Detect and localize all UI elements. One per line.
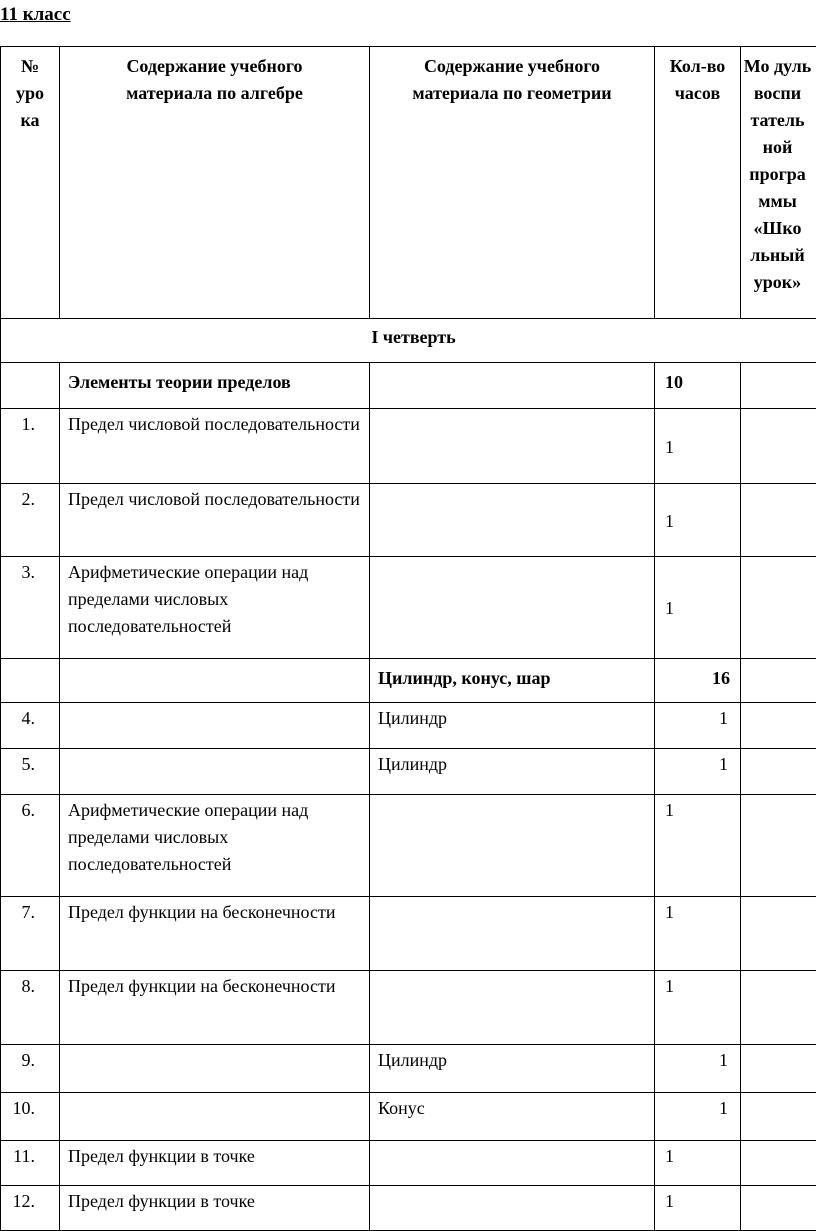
- lesson-number: 10.: [1, 1093, 60, 1141]
- algebra-topic: Предел числовой последовательности: [60, 409, 370, 484]
- module-cell: [741, 1045, 816, 1093]
- lesson-number: 11.: [1, 1141, 60, 1186]
- geometry-topic: [370, 897, 655, 971]
- algebra-topic: Арифметические операции над пределами числовых последовательностей: [60, 795, 370, 897]
- table-row: [1, 971, 816, 1045]
- lesson-number: 6.: [1, 795, 60, 897]
- module-cell: [741, 1093, 816, 1141]
- hours-value: 1: [655, 703, 741, 749]
- table-row: [1, 703, 816, 749]
- table-row: [1, 749, 816, 795]
- table-row: [1, 897, 816, 971]
- section-geometry-title: Цилиндр, конус, шар: [370, 659, 655, 703]
- hours-value: 1: [655, 897, 741, 971]
- lesson-number: 4.: [1, 703, 60, 749]
- module-cell: [741, 1141, 816, 1186]
- geometry-topic: Конус: [370, 1093, 655, 1141]
- header-num: № уро ка: [1, 47, 60, 319]
- module-cell: [741, 971, 816, 1045]
- algebra-topic: Предел функции на бесконечности: [60, 897, 370, 971]
- section-row-geometry: [1, 659, 816, 703]
- algebra-topic: Арифметические операции над пределами числовых последовательностей: [60, 557, 370, 659]
- module-cell: [741, 1186, 816, 1231]
- page-title: 11 класс: [0, 4, 71, 26]
- geometry-topic: [370, 1141, 655, 1186]
- header-module: Мо дуль воспи татель ной програ ммы «Шко льный урок»: [741, 47, 816, 319]
- hours-value: 1: [655, 1045, 741, 1093]
- geometry-topic: [370, 557, 655, 659]
- geometry-topic: Цилиндр: [370, 703, 655, 749]
- lesson-number: 12.: [1, 1186, 60, 1231]
- algebra-topic: Предел функции в точке: [60, 1141, 370, 1186]
- lesson-number: 2.: [1, 484, 60, 557]
- header-row: [1, 47, 816, 319]
- header-hours: Кол-во часов: [655, 47, 741, 319]
- algebra-topic: [60, 749, 370, 795]
- lesson-plan-table: [0, 46, 816, 1231]
- geometry-topic: [370, 795, 655, 897]
- table-row: [1, 1186, 816, 1231]
- lesson-number: 3.: [1, 557, 60, 659]
- lesson-number: 8.: [1, 971, 60, 1045]
- hours-value: 1: [655, 749, 741, 795]
- hours-value: 1: [655, 795, 741, 897]
- algebra-topic: [60, 1093, 370, 1141]
- lesson-number: 7.: [1, 897, 60, 971]
- algebra-topic: [60, 1045, 370, 1093]
- lesson-number: 9.: [1, 1045, 60, 1093]
- table-row: [1, 795, 816, 897]
- module-cell: [741, 409, 816, 484]
- table-row: [1, 409, 816, 484]
- module-cell: [741, 795, 816, 897]
- algebra-topic: Предел числовой последовательности: [60, 484, 370, 557]
- hours-value: 1: [655, 1186, 741, 1231]
- geometry-topic: [370, 971, 655, 1045]
- module-cell: [741, 897, 816, 971]
- hours-value: 1: [655, 1093, 741, 1141]
- geometry-topic: Цилиндр: [370, 1045, 655, 1093]
- header-geometry: Содержание учебного материала по геометрии: [370, 47, 655, 319]
- lesson-number: 1.: [1, 409, 60, 484]
- geometry-topic: [370, 484, 655, 557]
- hours-value: 1: [655, 409, 741, 484]
- quarter-label: I четверть: [1, 319, 816, 363]
- module-cell: [741, 484, 816, 557]
- header-algebra: Содержание учебного материала по алгебре: [60, 47, 370, 319]
- section-row-algebra: [1, 363, 816, 409]
- table-row: [1, 1093, 816, 1141]
- hours-value: 1: [655, 971, 741, 1045]
- geometry-topic: [370, 1186, 655, 1231]
- module-cell: [741, 557, 816, 659]
- section-algebra-title: Элементы теории пределов: [60, 363, 370, 409]
- section-algebra-hours: 10: [655, 363, 741, 409]
- module-cell: [741, 703, 816, 749]
- quarter-row: [1, 319, 816, 363]
- geometry-topic: Цилиндр: [370, 749, 655, 795]
- lesson-number: 5.: [1, 749, 60, 795]
- hours-value: 1: [655, 557, 741, 659]
- hours-value: 1: [655, 1141, 741, 1186]
- algebra-topic: Предел функции в точке: [60, 1186, 370, 1231]
- table-row: [1, 484, 816, 557]
- geometry-topic: [370, 409, 655, 484]
- table-row: [1, 1045, 816, 1093]
- section-geometry-hours: 16: [655, 659, 741, 703]
- table-row: [1, 557, 816, 659]
- algebra-topic: [60, 703, 370, 749]
- hours-value: 1: [655, 484, 741, 557]
- module-cell: [741, 749, 816, 795]
- table-row: [1, 1141, 816, 1186]
- algebra-topic: Предел функции на бесконечности: [60, 971, 370, 1045]
